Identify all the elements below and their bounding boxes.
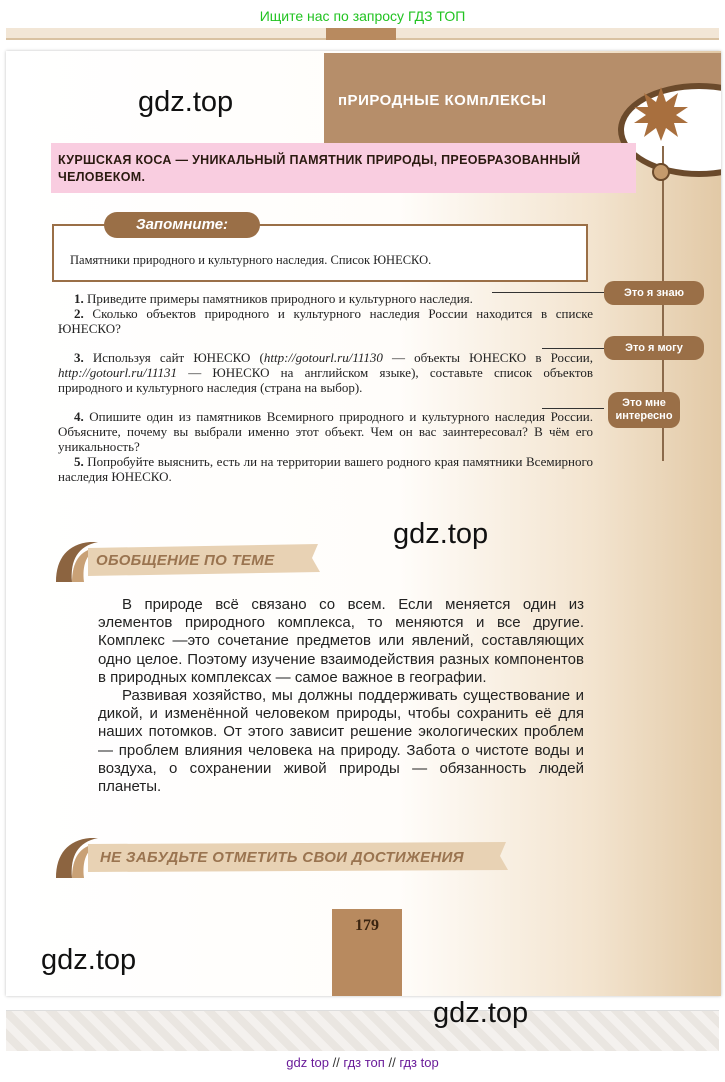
star-icon [632, 85, 690, 143]
question-item: 1. Приведите примеры памятников природного и культурного наследия. [74, 291, 473, 306]
section-title: пРИРОДНЫЕ КОМпЛЕКСЫ [338, 92, 547, 109]
summary-paragraph: Развивая хозяйство, мы должны поддерживать существование и дикой, и изменённой человеком природы, чтобы сохранить её для наших потомков. От этого зависит решение экологических проблем — проблем влияния человека на природу. Забота о чистоте воды и воздуха, о сохранении живой природы — обязанность людей планеты. [98, 687, 584, 796]
pointer-line-interesting [542, 408, 604, 409]
page-number: 179 [355, 917, 379, 934]
footer-link-gdz-top-mixed[interactable]: гдз top [399, 1055, 439, 1070]
top-banner[interactable]: Ищите нас по запросу ГДЗ ТОП [259, 8, 466, 24]
remember-text: Памятники природного и культурного наследия. Список ЮНЕСКО. [70, 253, 432, 267]
question-item: 2. Сколько объектов природного и культурного наследия России находится в списке ЮНЕСКО? [58, 306, 593, 336]
questions-list [58, 291, 593, 484]
summary-paragraph: В природе всё связано со всем. Если меняется один из элементов природного комплекса, то меняются и все другие. Комплекс —это сочетание предметов или явлений, составляющих одно целое. Поэтому изучение взаимодействия разных компонентов в природных комплексах — самое важное в географии. [98, 596, 584, 686]
topic-title: КУРШСКАЯ КОСА — УНИКАЛЬНЫЙ ПАМЯТНИК ПРИРОДЫ, ПРЕОБРАЗОВАННЫЙ ЧЕЛОВЕКОМ. [58, 153, 581, 184]
unesco-link-english[interactable]: http://gotourl.ru/11131 [58, 365, 178, 380]
footer-separator: // [388, 1055, 396, 1070]
watermark: gdz.top [138, 86, 234, 118]
label-i-can: Это я могу [604, 336, 704, 360]
watermark: gdz.top [393, 518, 489, 550]
question-item: 3. Используя сайт ЮНЕСКО (http://gotourl.ru/11130 — объекты ЮНЕСКО в России, http://gotourl.ru/11131 — ЮНЕСКО на английском языке), составьте список объектов природного и культурного наследия (страна на выбор). [58, 350, 593, 395]
watermark: gdz.top [433, 997, 529, 1029]
summary-heading: ОБОБЩЕНИЕ ПО ТЕМЕ [96, 552, 275, 569]
remember-label: Запомните: [104, 212, 260, 238]
pointer-line-can [542, 348, 604, 349]
summary-text [98, 596, 584, 796]
label-interesting: Это мне интересно [608, 392, 680, 428]
label-i-know: Это я знаю [604, 281, 704, 305]
next-page-edge [6, 1010, 719, 1051]
question-item: 4. Опишите один из памятников Всемирного природного и культурного наследия России. Объясните, почему вы выбрали именно этот объект. Чем он вас заинтересовал? В чём его уникальность? [58, 409, 594, 454]
textbook-page [6, 51, 721, 996]
pointer-line-know [492, 292, 604, 293]
achievements-heading: НЕ ЗАБУДЬТЕ ОТМЕТИТЬ СВОИ ДОСТИЖЕНИЯ [100, 849, 464, 866]
footer-links [0, 1055, 725, 1070]
question-item: 5. Попробуйте выяснить, есть ли на территории вашего родного края памятники Всемирного наследия ЮНЕСКО. [58, 454, 593, 484]
previous-page-tab [326, 28, 396, 40]
footer-link-gdz-top-ru[interactable]: гдз топ [343, 1055, 385, 1070]
unesco-link-russia[interactable]: http://gotourl.ru/11130 [263, 350, 383, 365]
connector-dot [652, 163, 670, 181]
footer-separator: // [332, 1055, 340, 1070]
watermark: gdz.top [41, 944, 137, 976]
footer-link-gdz-top[interactable]: gdz top [286, 1055, 329, 1070]
